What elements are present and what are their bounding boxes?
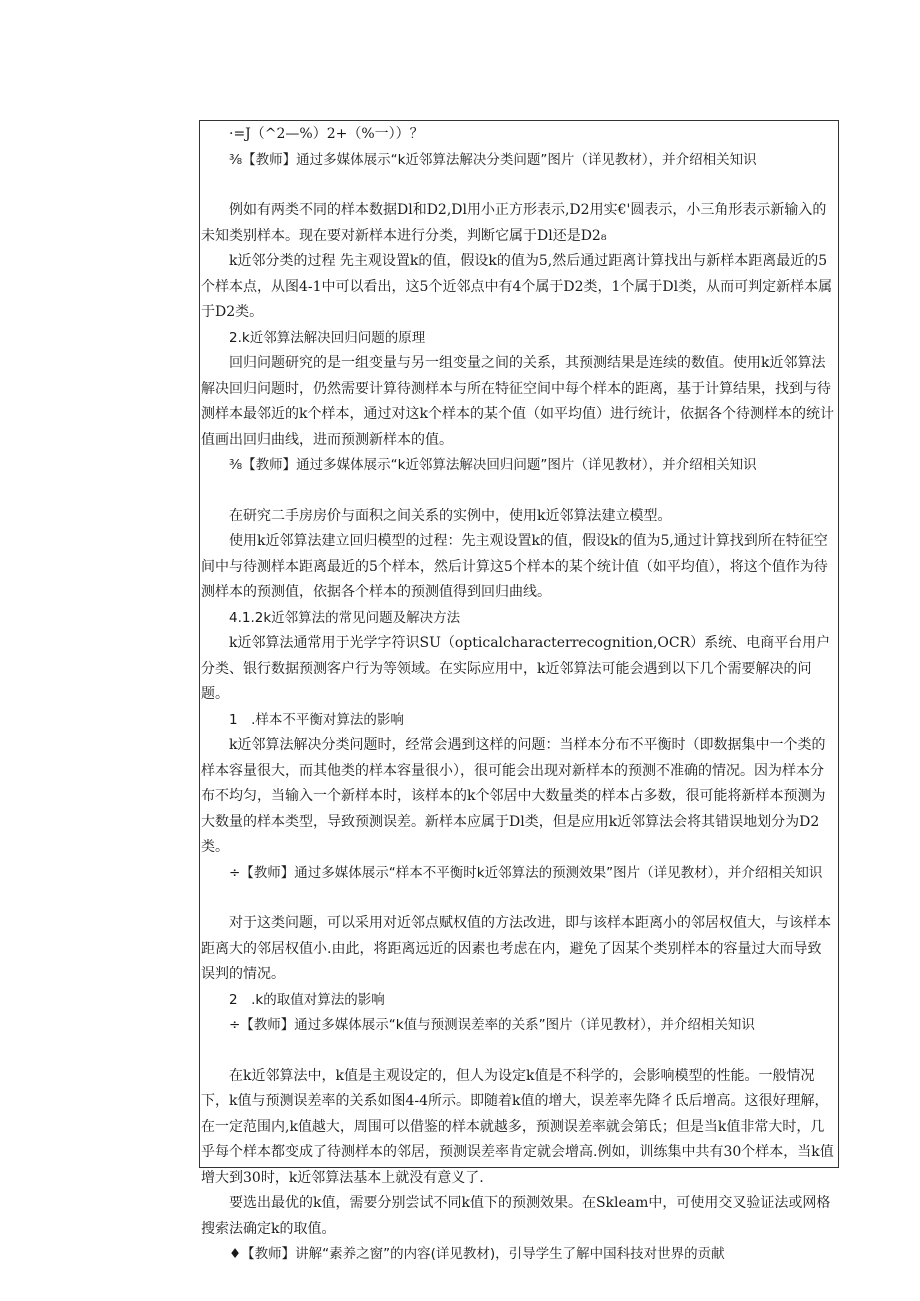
document-body	[201, 122, 835, 1268]
paragraph: k近邻算法通常用于光学字符识SU（opticalcharacterrecognition,OCR）系统、电商平台用户分类、银行数据预测客户行为等领域。在实际应用中，k近邻算法可能会遇到以下几个需要解决的问题。	[201, 635, 831, 702]
spacer	[201, 886, 835, 911]
formula-line: ·=J（^2—%）2+（%一））？	[229, 126, 424, 142]
spacer	[201, 1039, 835, 1064]
paragraph: 要选出最优的k值，需要分别尝试不同k值下的预测效果。在Skleam中，可使用交叉验证法或网格搜索法确定k的取值。	[201, 1195, 831, 1237]
teacher-note: ⅜【教师】通过多媒体展示“k近邻算法解决分类问题”图片（详见教材），并介绍相关知识	[229, 151, 757, 168]
subsection-heading: 2 .k的取值对算法的影响	[229, 991, 385, 1008]
teacher-note: ♦【教师】讲解“素养之窗”的内容(详见教材)，引导学生了解中国科技对世界的贡献	[229, 1246, 725, 1262]
teacher-note: ⅜【教师】通过多媒体展示“k近邻算法解决回归问题”图片（详见教材），并介绍相关知识	[229, 457, 757, 473]
spacer	[201, 479, 835, 504]
paragraph: 使用k近邻算法建立回归模型的过程：先主观设置k的值，假设k的值为5,通过计算找到所在特征空间中与待测样本距离最近的5个样本，然后计算这5个样本的某个统计值（如平均值），将这个值作为待测样本的预测值，依据各个样本的预测值得到回归曲线。	[201, 533, 828, 600]
paragraph: 例如有两类不同的样本数据Dl和D2,Dl用小正方形表示,D2用实€'圆表示，小三角形表示新输入的未知类别样本。现在要对新样本进行分类，判断它属于Dl还是D2₈	[201, 202, 827, 244]
teacher-note: ÷【教师】通过多媒体展示“k值与预测误差率的关系”图片（详见教材），并介绍相关知识	[229, 1017, 755, 1033]
section-heading: 2.k近邻算法解决回归问题的原理	[229, 329, 426, 346]
spacer	[201, 173, 835, 198]
paragraph: 回归问题研究的是一组变量与另一组变量之间的关系，其预测结果是连续的数值。使用k近邻算法解决回归问题时，仍然需要计算待测样本与所在特征空间中每个样本的距离，基于计算结果，找到与待测样本最邻近的k个样本，通过对这k个样本的某个值（如平均值）进行统计，依据各个待测样本的统计值画出回归曲线，进而预测新样本的值。	[201, 355, 834, 448]
subsection-heading: 1 .样本不平衡对算法的影响	[229, 711, 404, 728]
paragraph: 在研究二手房房价与面积之间关系的实例中，使用k近邻算法建立模型。	[229, 507, 672, 524]
table-bottom-border	[199, 1167, 839, 1168]
paragraph: k近邻分类的过程 先主观设置k的值，假设k的值为5,然后通过距离计算找出与新样本距离最近的5个样本点，从图4-1中可以看出，这5个近邻点中有4个属于D2类，1个属于Dl类，从而可判定新样本属于D2类。	[201, 253, 833, 320]
teacher-note: ÷【教师】通过多媒体展示“样本不平衡时k近邻算法的预测效果”图片（详见教材），并介绍相关知识	[229, 864, 823, 881]
section-heading: 4.1.2k近邻算法的常见问题及解决方法	[229, 609, 461, 626]
paragraph: 在k近邻算法中，k值是主观设定的，但人为设定k值是不科学的，会影响模型的性能。一般情况下，k值与预测误差率的关系如图4-4所示。即随着k值的增大，误差率先降彳氐后增高。这很好理解，在一定范围内,k值越大，周围可以借鉴的样本就越多，预测误差率就会第氐；但是当k值非常大时，几乎每个样本都变成了待测样本的邻居，预测误差率肯定就会增高.例如，训练集中共有30个样本，当k值增大到30时，k近邻算法基本上就没有意义了.	[201, 1067, 834, 1186]
paragraph: 对于这类问题，可以采用对近邻点赋权值的方法改进，即与该样本距离小的邻居权值大，与该样本距离大的邻居权值小.由此，将距离远近的因素也考虑在内，避免了因某个类别样本的容量过大而导致误判的情况。	[201, 915, 831, 982]
paragraph: k近邻算法解决分类问题时，经常会遇到这样的问题：当样本分布不平衡时（即数据集中一个类的样本容量很大，而其他类的样本容量很小），很可能会出现对新样本的预测不准确的情况。因为样本分布不均匀，当输入一个新样本时，该样本的k个邻居中大数量类的样本占多数，很可能将新样本预测为大数量的样本类型，导致预测误差。新样本应属于Dl类，但是应用k近邻算法会将其错误地划分为D2类。	[201, 737, 826, 855]
